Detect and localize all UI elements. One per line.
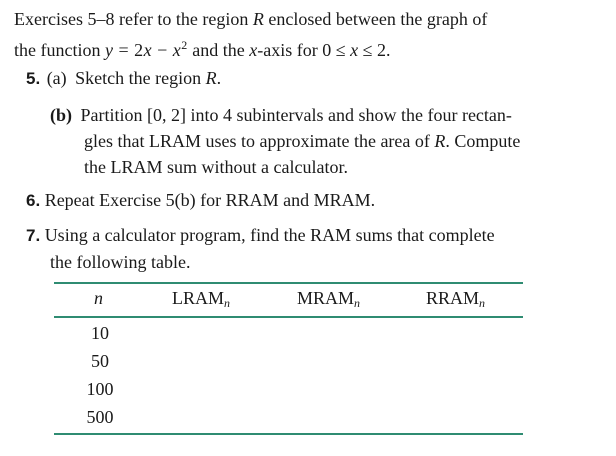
exercise-7-line-2: the following table. [50, 252, 191, 272]
intro-text: -axis for [257, 40, 323, 60]
exercise-intro [14, 6, 610, 63]
part-b-line-2: . Compute [445, 131, 521, 151]
exercise-7-line-1: Using a calculator program, find the RAM sums that complete [44, 225, 495, 245]
exercise-6-text: Repeat Exercise 5(b) for RRAM and MRAM. [44, 190, 376, 210]
header-subscript: n [224, 296, 231, 310]
part-a-text: . [216, 68, 222, 88]
exercise-number: 7. [26, 226, 41, 245]
part-b-line-3: the LRAM sum without a calculator. [84, 157, 348, 177]
region-variable: R [434, 131, 446, 151]
header-label: MRAM [297, 288, 355, 308]
exercise-7 [26, 222, 611, 275]
column-header-lram [172, 288, 230, 311]
header-label: RRAM [426, 288, 480, 308]
intro-text: enclosed between the graph of [263, 9, 488, 29]
part-a-text: Sketch the region [75, 68, 206, 88]
part-label: (a) [46, 68, 67, 88]
axis-variable: x [249, 40, 258, 60]
part-label: (b) [50, 105, 72, 125]
header-subscript: n [354, 296, 361, 310]
table-header-rule [54, 316, 523, 318]
table-row-n-value: 100 [86, 379, 114, 399]
table-top-rule [54, 282, 523, 284]
region-variable: R [205, 68, 217, 88]
column-header-mram [297, 288, 360, 311]
function-expression: $y = 2x - x^2$ [104, 38, 188, 60]
header-subscript: n [479, 296, 486, 310]
exercise-number: 5. [26, 69, 41, 88]
part-b-line-1: Partition [0, 2] into 4 subintervals and show the four rectan- [80, 105, 512, 125]
exercise-5-part-a [26, 65, 611, 92]
exercise-5 [26, 65, 611, 92]
intro-text: the function [14, 40, 105, 60]
intro-line-1 [14, 6, 610, 32]
exercise-5-part-b [50, 102, 616, 180]
table-row-n-value: 500 [86, 407, 114, 427]
part-b-line-2: gles that LRAM uses to approximate the area of [84, 131, 435, 151]
intro-line-2 [14, 32, 610, 63]
intro-text: Exercises 5–8 refer to the region [14, 9, 253, 29]
exercise-number: 6. [26, 191, 41, 210]
column-header-rram [426, 288, 485, 311]
intro-text: and the [187, 40, 250, 60]
header-label: LRAM [172, 288, 225, 308]
column-header-n: n [94, 288, 103, 308]
table-row-n-value: 50 [91, 351, 109, 371]
domain-expression: 0 ≤ x ≤ 2. [322, 40, 391, 60]
region-variable: R [252, 9, 264, 29]
table-row-n-value: 10 [91, 323, 109, 343]
table-bottom-rule [54, 433, 523, 435]
exercise-6 [26, 187, 611, 214]
